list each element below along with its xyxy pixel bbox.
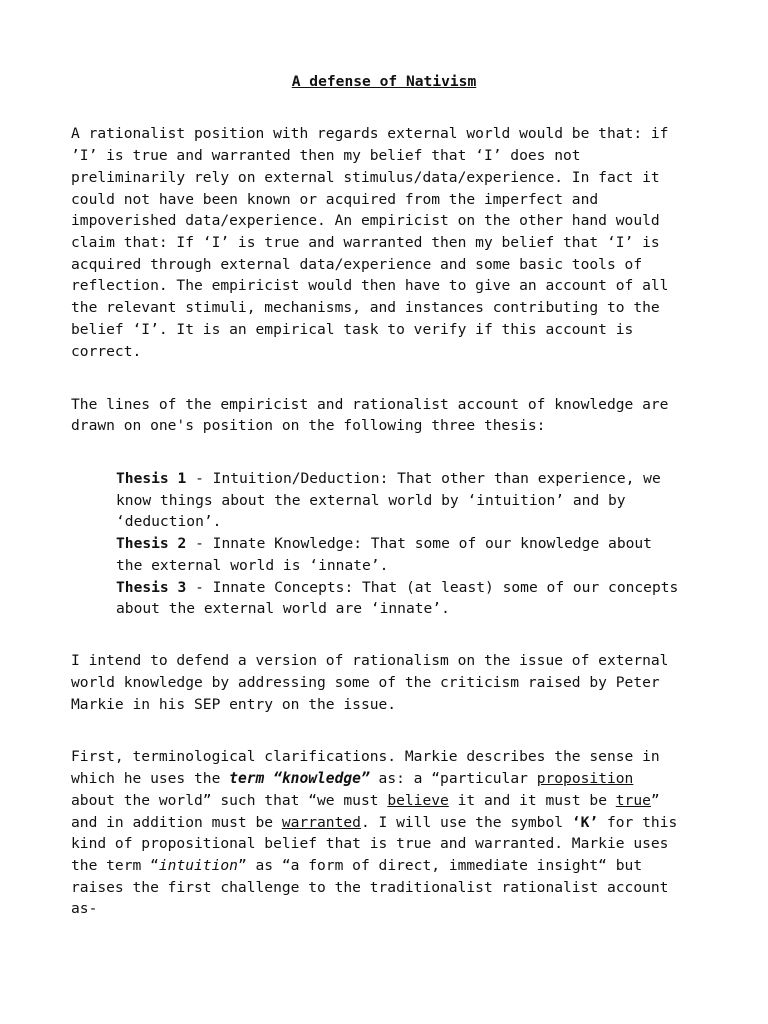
- document-title: A defense of Nativism: [291, 73, 477, 90]
- paragraph-line: claim that: If ‘I’ is true and warranted then my belief that ‘I’ is: [71, 234, 660, 251]
- paragraph-line: A rationalist position with regards external world would be that: if: [71, 125, 669, 142]
- text-run: for this: [598, 814, 678, 831]
- paragraph-line: drawn on one's position on the following three thesis:: [71, 417, 546, 434]
- text-run: . I will use the symbol: [360, 814, 572, 831]
- paragraph-line: [71, 812, 677, 834]
- paragraph-line: kind of propositional belief that is true and warranted. Markie uses: [71, 835, 669, 852]
- paragraph-line: The lines of the empiricist and rationalist account of knowledge are: [71, 396, 669, 413]
- paragraph-line: impoverished data/experience. An empiricist on the other hand would: [71, 212, 660, 229]
- thesis-1-line: ‘deduction’.: [116, 513, 222, 530]
- text-run: which he uses the: [71, 770, 230, 787]
- paragraph-line: Markie in his SEP entry on the issue.: [71, 696, 397, 713]
- paragraph-line: ’I’ is true and warranted then my belief that ‘I’ does not: [71, 147, 581, 164]
- thesis-1-line: [116, 468, 661, 490]
- thesis-3-line: [116, 577, 678, 599]
- paragraph-line: [71, 790, 660, 812]
- symbol-k: ‘K’: [571, 814, 599, 831]
- thesis-3-label: Thesis 3: [116, 579, 187, 596]
- thesis-2-line: the external world is ‘innate’.: [116, 557, 389, 574]
- term-intuition-italic: intuition: [158, 857, 238, 874]
- paragraph-line: correct.: [71, 343, 142, 360]
- paragraph-line: as-: [71, 900, 98, 917]
- underlined-believe: believe: [387, 792, 449, 809]
- paragraph-line: [71, 768, 633, 790]
- paragraph-line: First, terminological clarifications. Markie describes the sense in: [71, 748, 660, 765]
- paragraph-line: preliminarily rely on external stimulus/data/experience. In fact it: [71, 169, 660, 186]
- term-knowledge-emphasis: term “knowledge”: [229, 770, 370, 787]
- thesis-3-text: - Innate Concepts: That (at least) some of our concepts: [186, 579, 679, 596]
- underlined-proposition: proposition: [536, 770, 634, 787]
- text-run: as: a “particular: [369, 770, 537, 787]
- thesis-3-line: about the external world are ‘innate’.: [116, 600, 450, 617]
- text-run: it and it must be: [448, 792, 616, 809]
- paragraph-line: world knowledge by addressing some of the criticism raised by Peter: [71, 674, 660, 691]
- thesis-2-label: Thesis 2: [116, 535, 187, 552]
- text-run: ” as “a form of direct, immediate insight“ but: [237, 857, 643, 874]
- paragraph-line: raises the first challenge to the traditionalist rationalist account: [71, 879, 669, 896]
- paragraph-line: reflection. The empiricist would then have to give an account of all: [71, 277, 669, 294]
- paragraph-line: the relevant stimuli, mechanisms, and instances contributing to the: [71, 299, 660, 316]
- paragraph-line: could not have been known or acquired from the imperfect and: [71, 191, 599, 208]
- underlined-warranted: warranted: [281, 814, 361, 831]
- text-run: ”: [650, 792, 660, 809]
- thesis-2-line: [116, 533, 652, 555]
- text-run: about the world” such that “we must: [71, 792, 388, 809]
- paragraph-line: I intend to defend a version of rationalism on the issue of external: [71, 652, 669, 669]
- text-run: the term “: [71, 857, 159, 874]
- thesis-1-label: Thesis 1: [116, 470, 187, 487]
- text-run: and in addition must be: [71, 814, 282, 831]
- thesis-2-text: - Innate Knowledge: That some of our knowledge about: [186, 535, 652, 552]
- paragraph-line: [71, 855, 642, 877]
- paragraph-line: acquired through external data/experience and some basic tools of: [71, 256, 643, 273]
- thesis-1-text: - Intuition/Deduction: That other than experience, we: [186, 470, 661, 487]
- paragraph-line: belief ‘I’. It is an empirical task to verify if this account is: [71, 321, 634, 338]
- thesis-1-line: know things about the external world by ‘intuition’ and by: [116, 492, 626, 509]
- underlined-true: true: [615, 792, 651, 809]
